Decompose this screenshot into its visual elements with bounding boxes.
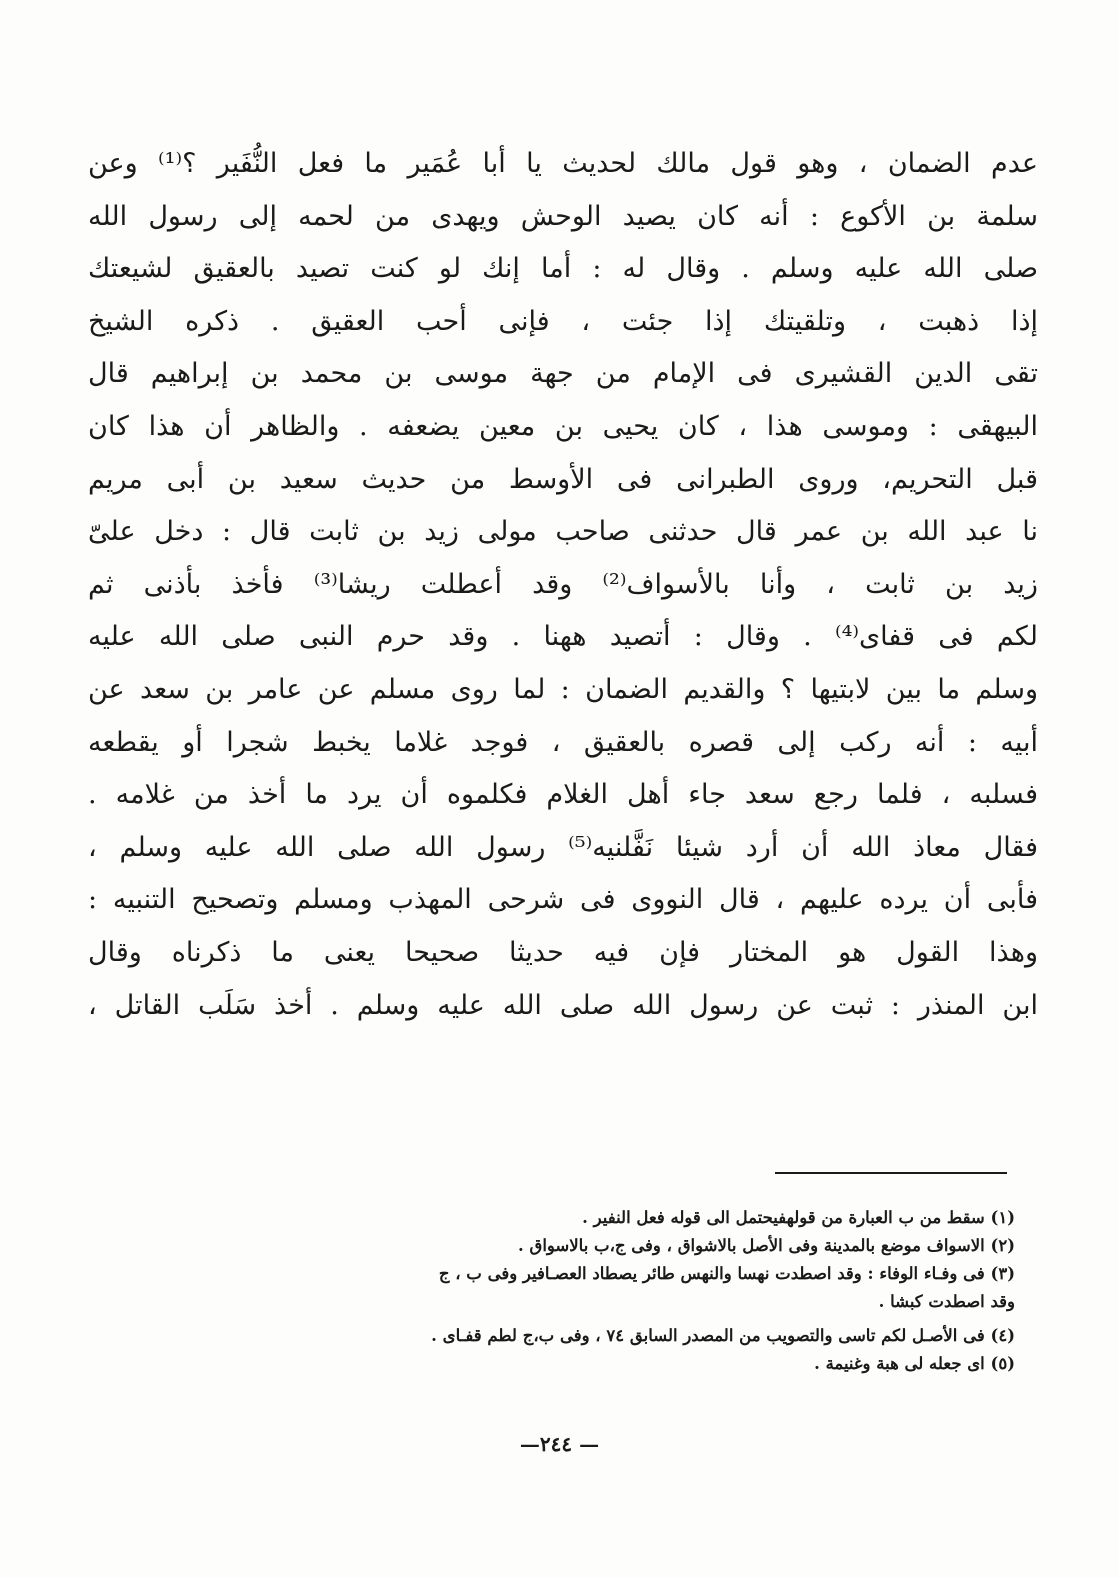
text-line: فقال معاذ الله أن أرد شيئا نَفَّلنيه⁽⁵⁾ رسول الله صلى الله عليه وسلم ، xyxy=(88,831,1038,863)
text-line: نا عبد الله بن عمر قال حدثنى صاحب مولى زيد بن ثابت قال : دخل علىّ xyxy=(88,516,1038,548)
footnote-5: (٥) اى جعله لى هبة وغنيمة . xyxy=(814,1354,1015,1373)
footnote-2: (٢) الاسواف موضع بالمدينة وفى الأصل بالاشواق ، وفى ج،ب بالاسواق . xyxy=(518,1236,1015,1255)
footnote-3: (٣) فى وفـاء الوفاء : وقد اصطدت نهسا والنهس طائر يصطاد العصـافير وفى ب ، ج xyxy=(438,1264,1015,1283)
text-line: زيد بن ثابت ، وأنا بالأسواف⁽²⁾ وقد أعطلت ريشا⁽³⁾ فأخذ بأذنى ثم xyxy=(88,568,1038,600)
text-line: وهذا القول هو المختار فإن فيه حديثا صحيحا يعنى ما ذكرناه وقال xyxy=(88,936,1038,968)
text-line: قبل التحريم، وروى الطبرانى فى الأوسط من حديث سعيد بن أبى مريم xyxy=(88,463,1038,495)
text-line: صلى الله عليه وسلم . وقال له : أما إنك لو كنت تصيد بالعقيق لشيعتك xyxy=(88,253,1038,285)
text-line: عدم الضمان ، وهو قول مالك لحديث يا أبا عُمَير ما فعل النُّفَير ؟⁽¹⁾ وعن xyxy=(88,148,1038,179)
text-line: فسلبه ، فلما رجع سعد جاء أهل الغلام فكلموه أن يرد ما أخذ من غلامه . xyxy=(88,779,1038,811)
footnote-1: (١) سقط من ب العبارة من قولهفيحتمل الى قوله فعل النفير . xyxy=(582,1208,1015,1227)
text-line: إذا ذهبت ، وتلقيتك إذا جئت ، فإنى أحب العقيق . ذكره الشيخ xyxy=(88,305,1038,337)
text-line: وسلم ما بين لابتيها ؟ والقديم الضمان : لما روى مسلم عن عامر بن سعد عن xyxy=(88,673,1038,705)
footnote-divider xyxy=(775,1172,1007,1174)
text-line: ابن المنذر : ثبت عن رسول الله صلى الله عليه وسلم . أخذ سَلَب القاتل ، xyxy=(88,989,1038,1021)
text-line: البيهقى : وموسى هذا ، كان يحيى بن معين يضعفه . والظاهر أن هذا كان xyxy=(88,410,1038,442)
text-line: سلمة بن الأكوع : أنه كان يصيد الوحش ويهدى من لحمه إلى رسول الله xyxy=(88,200,1038,232)
text-line: لكم فى قفاى⁽⁴⁾ . وقال : أتصيد ههنا . وقد حرم النبى صلى الله عليه xyxy=(88,621,1038,653)
footnote-4: (٤) فى الأصـل لكم تاسى والتصويب من المصدر السابق ٧٤ ، وفى ب،ج لطم قفـاى . xyxy=(431,1326,1015,1345)
main-text-body xyxy=(88,138,1038,1032)
text-line: فأبى أن يرده عليهم ، قال النووى فى شرحى المهذب ومسلم وتصحيح التنبيه : xyxy=(88,884,1038,916)
footnote-3-continued: وقد اصطدت كبشا . xyxy=(878,1292,1015,1311)
footnotes xyxy=(180,1204,1015,1378)
text-line: أبيه : أنه ركب إلى قصره بالعقيق ، فوجد غلاما يخبط شجرا أو يقطعه xyxy=(88,726,1038,758)
text-line: تقى الدين القشيرى فى الإمام من جهة موسى بن محمد بن إبراهيم قال xyxy=(88,358,1038,390)
page-number: — ٢٤٤— xyxy=(519,1432,600,1456)
